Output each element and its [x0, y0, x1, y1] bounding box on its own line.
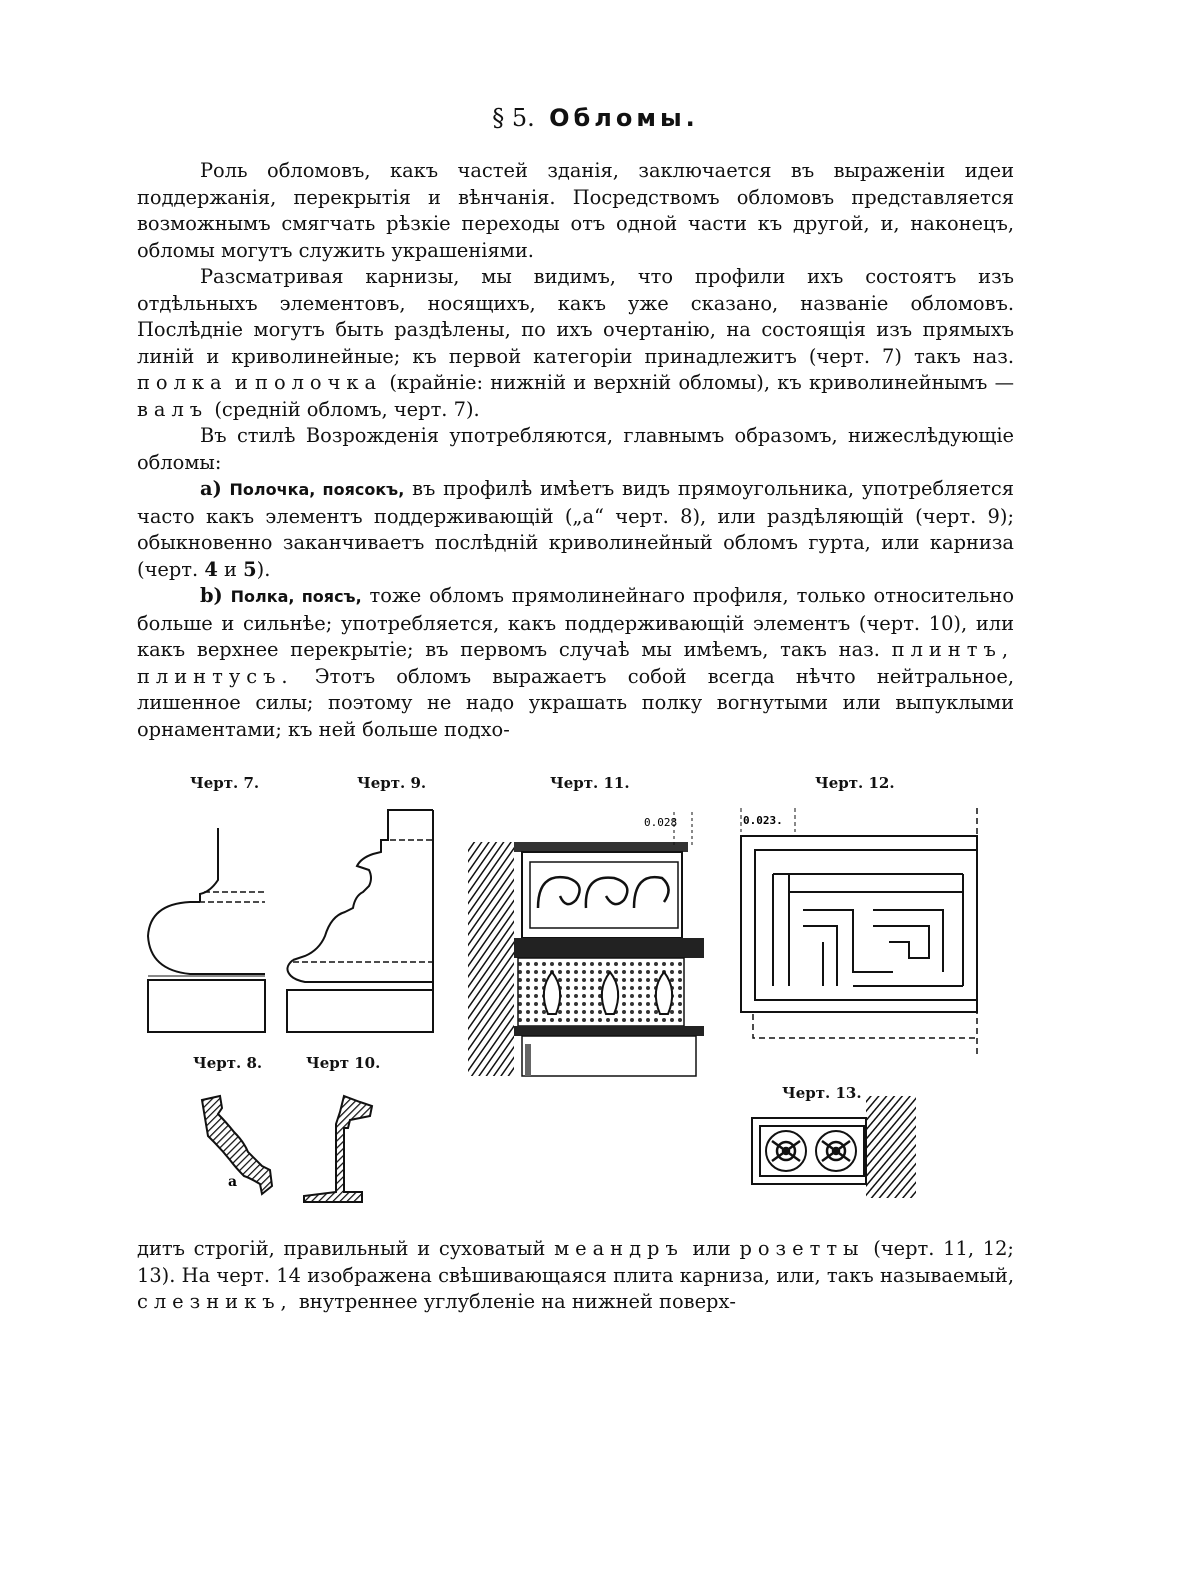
paragraph-tail: дитъ строгій, правильный и суховатый меандръ или розетты (черт. 11, 12; 13). На черт. 14 изображена свѣшивающаяся плита карниза, или, такъ называемый, слезникъ, внутреннее углубленіе на нижней поверх-: [137, 1237, 1014, 1313]
figure-13-rosettes: [748, 1092, 918, 1202]
term-rozetty: розетты: [739, 1237, 865, 1260]
term-val: валъ: [137, 397, 209, 421]
caption-fig9: Черт. 9.: [357, 774, 427, 792]
figure-11-dimension: 0.028: [644, 816, 678, 829]
term-polochka-poyasok: Полочка, поясокъ,: [229, 480, 405, 499]
figure-8-label-a: a: [228, 1174, 238, 1190]
term-polochka: полочка: [255, 371, 383, 394]
figure-11-capital: [468, 808, 706, 1078]
caption-fig11: Черт. 11.: [550, 774, 630, 792]
term-polka: полка: [137, 371, 228, 394]
main-text: [137, 158, 1014, 743]
paragraph-3: Въ стилѣ Возрожденія употребляются, главнымъ образомъ, нижеслѣдующіе обломы:: [137, 424, 1014, 474]
caption-fig10: Черт 10.: [306, 1054, 381, 1072]
item-b: b) Полка, поясъ, тоже обломъ прямолинейнаго профиля, только относительно больше и сильнѣе; употребляется, какъ поддерживающій элементъ (черт. 10), или какъ верхнее перекрытіе; въ первомъ случаѣ мы имѣемъ, такъ наз. плинтъ, плинтусъ. Этотъ обломъ выражаетъ собой всегда нѣчто нейтральное, лишенное силы; поэтому не надо украшать полку вогнутыми или выпуклыми орнаментами; къ ней больше подхо-: [137, 584, 1014, 741]
term-meandr: меандръ: [554, 1237, 684, 1260]
section-number: § 5.: [492, 104, 535, 132]
figure-10-section: [300, 1092, 385, 1207]
term-plintus: плинтусъ.: [137, 664, 294, 688]
caption-fig13: Черт. 13.: [782, 1084, 862, 1102]
figure-8-section: [190, 1092, 285, 1197]
section-heading: [0, 103, 1191, 132]
term-polka-poyas: Полка, поясъ,: [230, 587, 362, 606]
term-sleznik: слезникъ,: [137, 1290, 293, 1313]
caption-fig7: Черт. 7.: [190, 774, 260, 792]
paragraph-1: Роль обломовъ, какъ частей зданія, заключается въ выраженіи идеи поддержанія, перекрытія и вѣнчанія. Посредствомъ обломовъ представляется возможнымъ смягчать рѣзкіе переходы отъ одной части къ другой, и, наконецъ, обломы могутъ служить украшеніями.: [137, 159, 1014, 262]
figure-12-dimension: 0.023.: [743, 814, 783, 827]
item-a: a) Полочка, поясокъ, въ профилѣ имѣетъ видъ прямоугольника, употребляется часто какъ элементъ поддерживающій („а“ черт. 8), или раздѣляющій (черт. 9); обыкновенно заканчиваетъ послѣдній криволинейный обломъ гурта, или карниза (черт. 4 и 5).: [137, 477, 1014, 581]
figure-12-meander: [733, 802, 981, 1056]
term-plint: плинтъ,: [891, 638, 1014, 661]
section-title: Обломы.: [549, 104, 699, 132]
caption-fig12: Черт. 12.: [815, 774, 895, 792]
caption-fig8: Черт. 8.: [193, 1054, 263, 1072]
figure-7-profile: [140, 800, 270, 1045]
tail-text: [137, 1236, 1014, 1316]
figure-9-profile: [283, 800, 438, 1045]
paragraph-2: Разсматривая карнизы, мы видимъ, что профили ихъ состоятъ изъ отдѣльныхъ элементовъ, носящихъ, какъ уже сказано, названіе обломовъ. Послѣдніе могутъ быть раздѣлены, по ихъ очертанію, на состоящія изъ прямыхъ линій и криволинейные; къ первой категоріи принадлежитъ (черт. 7) такъ наз. полка и полочка (крайніе: нижній и верхній обломы), къ криволинейнымъ — валъ (средній обломъ, черт. 7).: [137, 265, 1014, 421]
